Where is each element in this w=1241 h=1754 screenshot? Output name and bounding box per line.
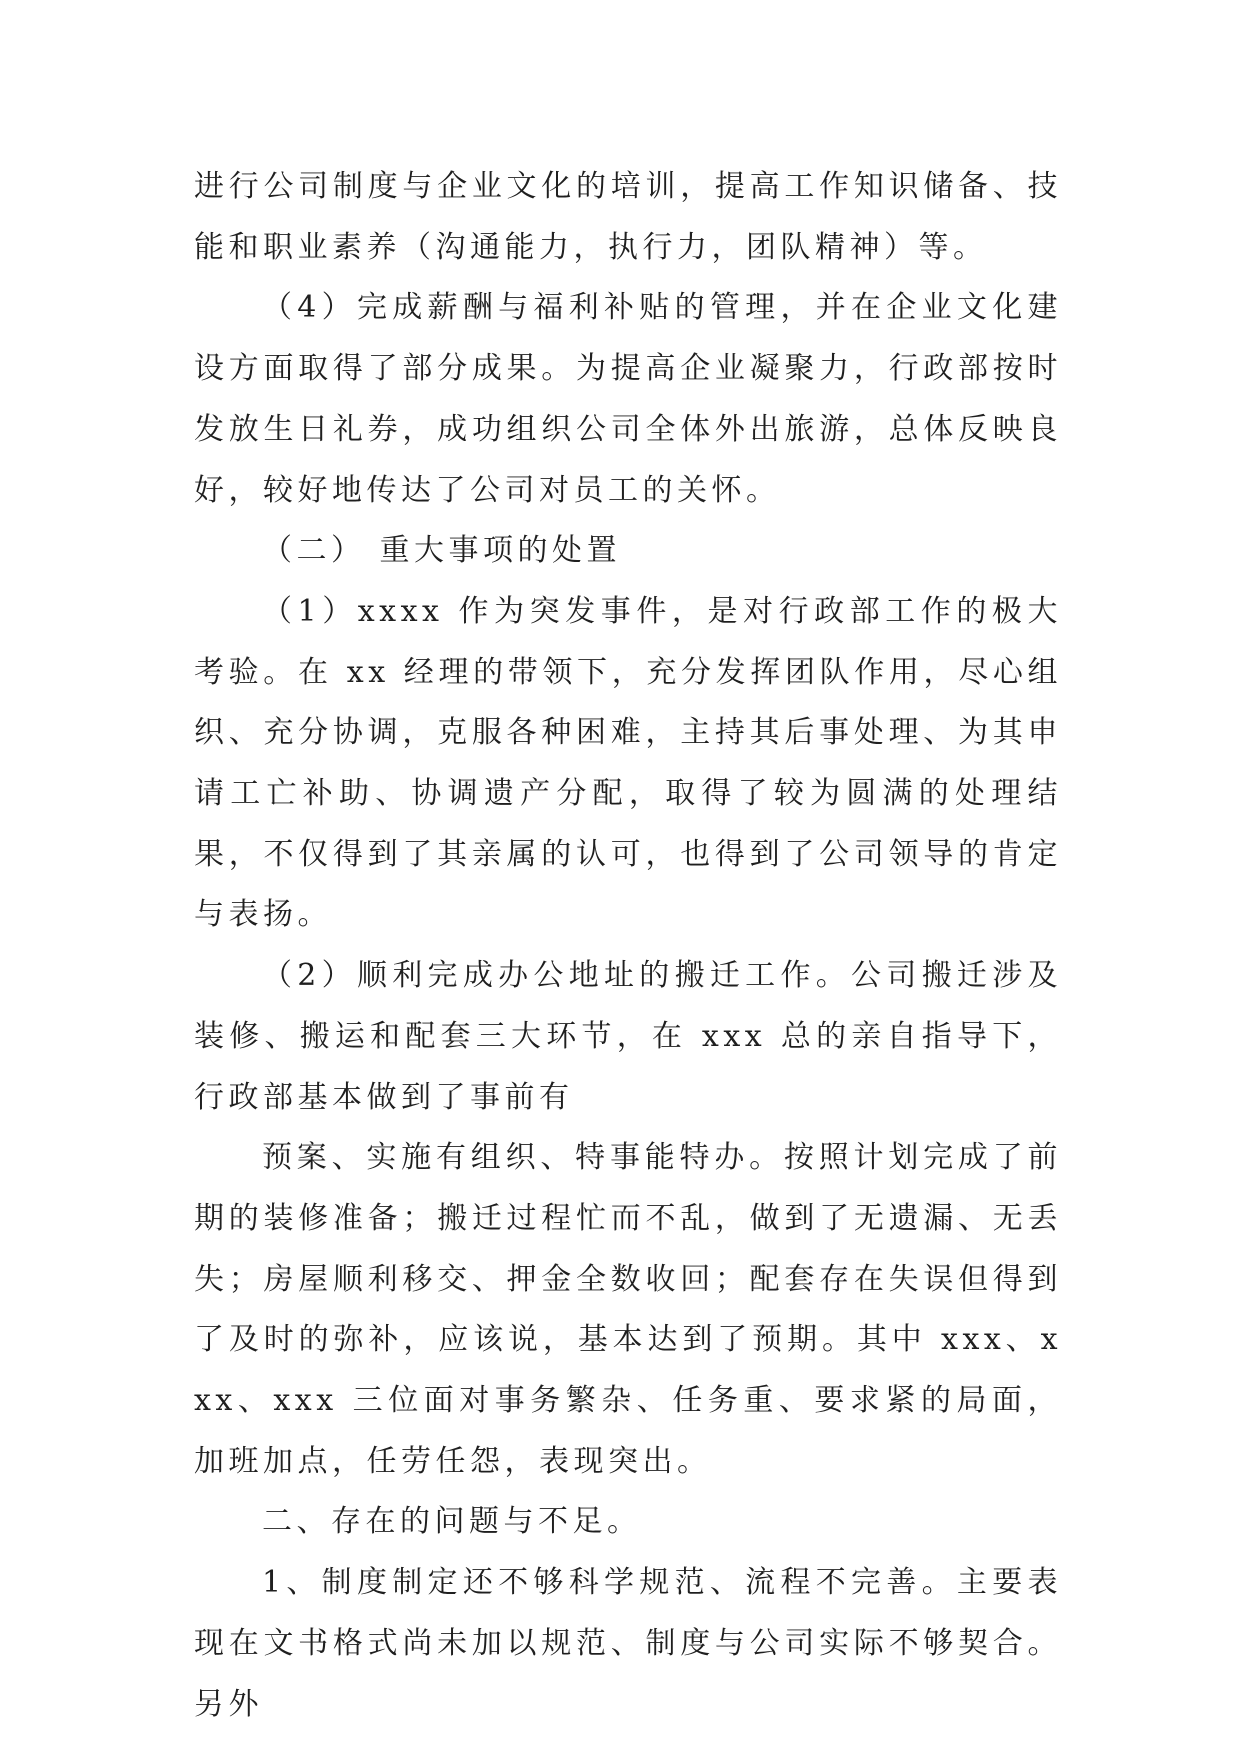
paragraph-office-relocation: （2）顺利完成办公地址的搬迁工作。公司搬迁涉及装修、搬运和配套三大环节，在 xxx 总的亲自指导下，行政部基本做到了事前有 xyxy=(194,958,1062,1115)
paragraph-emergency-event: （1）xxxx 作为突发事件，是对行政部工作的极大考验。在 xx 经理的带领下，充分发挥团队作用，尽心组织、充分协调，克服各种困难，主持其后事处理、为其申请工亡补助、协调遗产分配，取得了较为圆满的处理结果，不仅得到了其亲属的认可，也得到了公司领导的肯定与表扬。 xyxy=(194,593,1062,933)
paragraph-salary-welfare: （4）完成薪酬与福利补贴的管理，并在企业文化建设方面取得了部分成果。为提高企业凝聚力，行政部按时发放生日礼券，成功组织公司全体外出旅游，总体反映良好，较好地传达了公司对员工的关怀。 xyxy=(194,290,1062,508)
paragraph-system-issues: 1、制度制定还不够科学规范、流程不完善。主要表现在文书格式尚未加以规范、制度与公司实际不够契合。另外 xyxy=(194,1565,1062,1722)
paragraph-relocation-continued: 预案、实施有组织、特事能特办。按照计划完成了前期的装修准备；搬迁过程忙而不乱，做到了无遗漏、无丢失；房屋顺利移交、押金全数收回；配套存在失误但得到了及时的弥补，应该说，基本达到了预期。其中 xxx、xxx、xxx 三位面对事务繁杂、任务重、要求紧的局面，加班加点，任劳任怨，表现突出。 xyxy=(194,1140,1062,1479)
section-heading-problems: 二、存在的问题与不足。 xyxy=(262,1504,642,1540)
section-heading-major-matters: （二） 重大事项的处置 xyxy=(262,533,622,569)
document-body xyxy=(194,157,1062,1735)
paragraph-training: 进行公司制度与企业文化的培训，提高工作知识储备、技能和职业素养（沟通能力，执行力，团队精神）等。 xyxy=(194,169,1062,265)
